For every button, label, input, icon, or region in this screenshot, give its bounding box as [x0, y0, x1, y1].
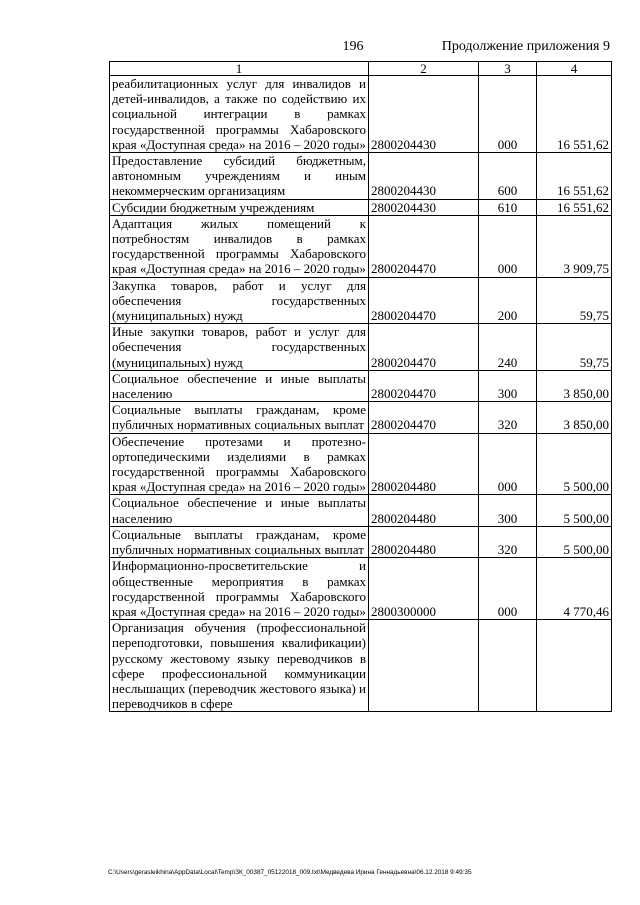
row-expense-type: 320	[479, 402, 537, 433]
row-description: Социальное обеспечение и иные выплаты населению	[110, 370, 369, 401]
row-target-code: 2800204430	[369, 153, 479, 200]
row-amount: 3 850,00	[537, 370, 612, 401]
row-amount: 16 551,62	[537, 199, 612, 215]
row-expense-type: 000	[479, 215, 537, 277]
table-row	[110, 324, 612, 371]
row-target-code: 2800204430	[369, 76, 479, 153]
row-expense-type: 000	[479, 433, 537, 495]
row-expense-type: 000	[479, 558, 537, 620]
row-target-code: 2800204480	[369, 495, 479, 526]
row-amount	[537, 620, 612, 712]
row-expense-type	[479, 620, 537, 712]
row-amount: 16 551,62	[537, 153, 612, 200]
row-description: Социальные выплаты гражданам, кроме публичных нормативных социальных выплат	[110, 526, 369, 557]
row-target-code: 2800204470	[369, 324, 479, 371]
continuation-label: Продолжение приложения 9	[441, 39, 610, 54]
row-description: Социальное обеспечение и иные выплаты населению	[110, 495, 369, 526]
row-description: Субсидии бюджетным учреждениям	[110, 199, 369, 215]
row-expense-type: 600	[479, 153, 537, 200]
table-row	[110, 153, 612, 200]
row-description: Предоставление субсидий бюджетным, автономным учреждениям и иным некоммерческим организациям	[110, 153, 369, 200]
row-target-code: 2800204480	[369, 526, 479, 557]
page-number: 196	[342, 39, 364, 54]
table-row	[110, 620, 612, 712]
row-description: реабилитационных услуг для инвалидов и детей-инвалидов, а также по содействию их социальной интеграции в рамках государственной программы Хабаровского края «Доступная среда» на 2016 – 2020 годы»	[110, 76, 369, 153]
row-expense-type: 200	[479, 277, 537, 324]
row-description: Закупка товаров, работ и услуг для обеспечения государственных (муниципальных) нужд	[110, 277, 369, 324]
row-expense-type: 320	[479, 526, 537, 557]
table-header-row	[110, 62, 612, 76]
row-expense-type: 300	[479, 370, 537, 401]
row-target-code: 2800204480	[369, 433, 479, 495]
row-expense-type: 240	[479, 324, 537, 371]
row-amount: 3 909,75	[537, 215, 612, 277]
table-row	[110, 495, 612, 526]
row-amount: 3 850,00	[537, 402, 612, 433]
row-description: Иные закупки товаров, работ и услуг для обеспечения государственных (муниципальных) нужд	[110, 324, 369, 371]
row-amount: 5 500,00	[537, 433, 612, 495]
footer-file-path: C:\Users\gerasleikhina\AppData\Local\Temp\ЗК_00387_05122018_009.txt\Медведева Ирина Геннадьевна\06.12.2018 9:49:35	[108, 869, 472, 876]
row-target-code: 2800204470	[369, 277, 479, 324]
row-target-code: 2800204430	[369, 199, 479, 215]
row-amount: 59,75	[537, 277, 612, 324]
column-header-2: 2	[369, 62, 479, 76]
table-row	[110, 277, 612, 324]
table-row	[110, 370, 612, 401]
row-target-code: 2800204470	[369, 215, 479, 277]
row-amount: 4 770,46	[537, 558, 612, 620]
table-row	[110, 199, 612, 215]
table-row	[110, 215, 612, 277]
column-header-3: 3	[479, 62, 537, 76]
row-target-code: 2800204470	[369, 370, 479, 401]
column-header-4: 4	[537, 62, 612, 76]
row-expense-type: 300	[479, 495, 537, 526]
row-description: Информационно-просветительские и общественные мероприятия в рамках государственной программы Хабаровского края «Доступная среда» на 2016 – 2020 годы»	[110, 558, 369, 620]
row-expense-type: 000	[479, 76, 537, 153]
row-description: Социальные выплаты гражданам, кроме публичных нормативных социальных выплат	[110, 402, 369, 433]
row-target-code	[369, 620, 479, 712]
column-header-1: 1	[110, 62, 369, 76]
row-amount: 59,75	[537, 324, 612, 371]
row-amount: 5 500,00	[537, 526, 612, 557]
row-expense-type: 610	[479, 199, 537, 215]
row-amount: 16 551,62	[537, 76, 612, 153]
table-row	[110, 76, 612, 153]
row-amount: 5 500,00	[537, 495, 612, 526]
row-description: Адаптация жилых помещений к потребностям инвалидов в рамках государственной программы Хабаровского края «Доступная среда» на 2016 – 2020 годы»	[110, 215, 369, 277]
row-target-code: 2800300000	[369, 558, 479, 620]
row-description: Обеспечение протезами и протезно-ортопедическими изделиями в рамках государственной программы Хабаровского края «Доступная среда» на 2016 – 2020 годы»	[110, 433, 369, 495]
row-description: Организация обучения (профессиональной переподготовки, повышения квалификации) русскому жестовому языку переводчиков в сфере профессиональной коммуникации неслышащих (переводчик жестового языка) и переводчиков в сфере	[110, 620, 369, 712]
table-row	[110, 526, 612, 557]
row-target-code: 2800204470	[369, 402, 479, 433]
table-row	[110, 402, 612, 433]
table-row	[110, 433, 612, 495]
budget-table	[109, 61, 612, 712]
table-row	[110, 558, 612, 620]
